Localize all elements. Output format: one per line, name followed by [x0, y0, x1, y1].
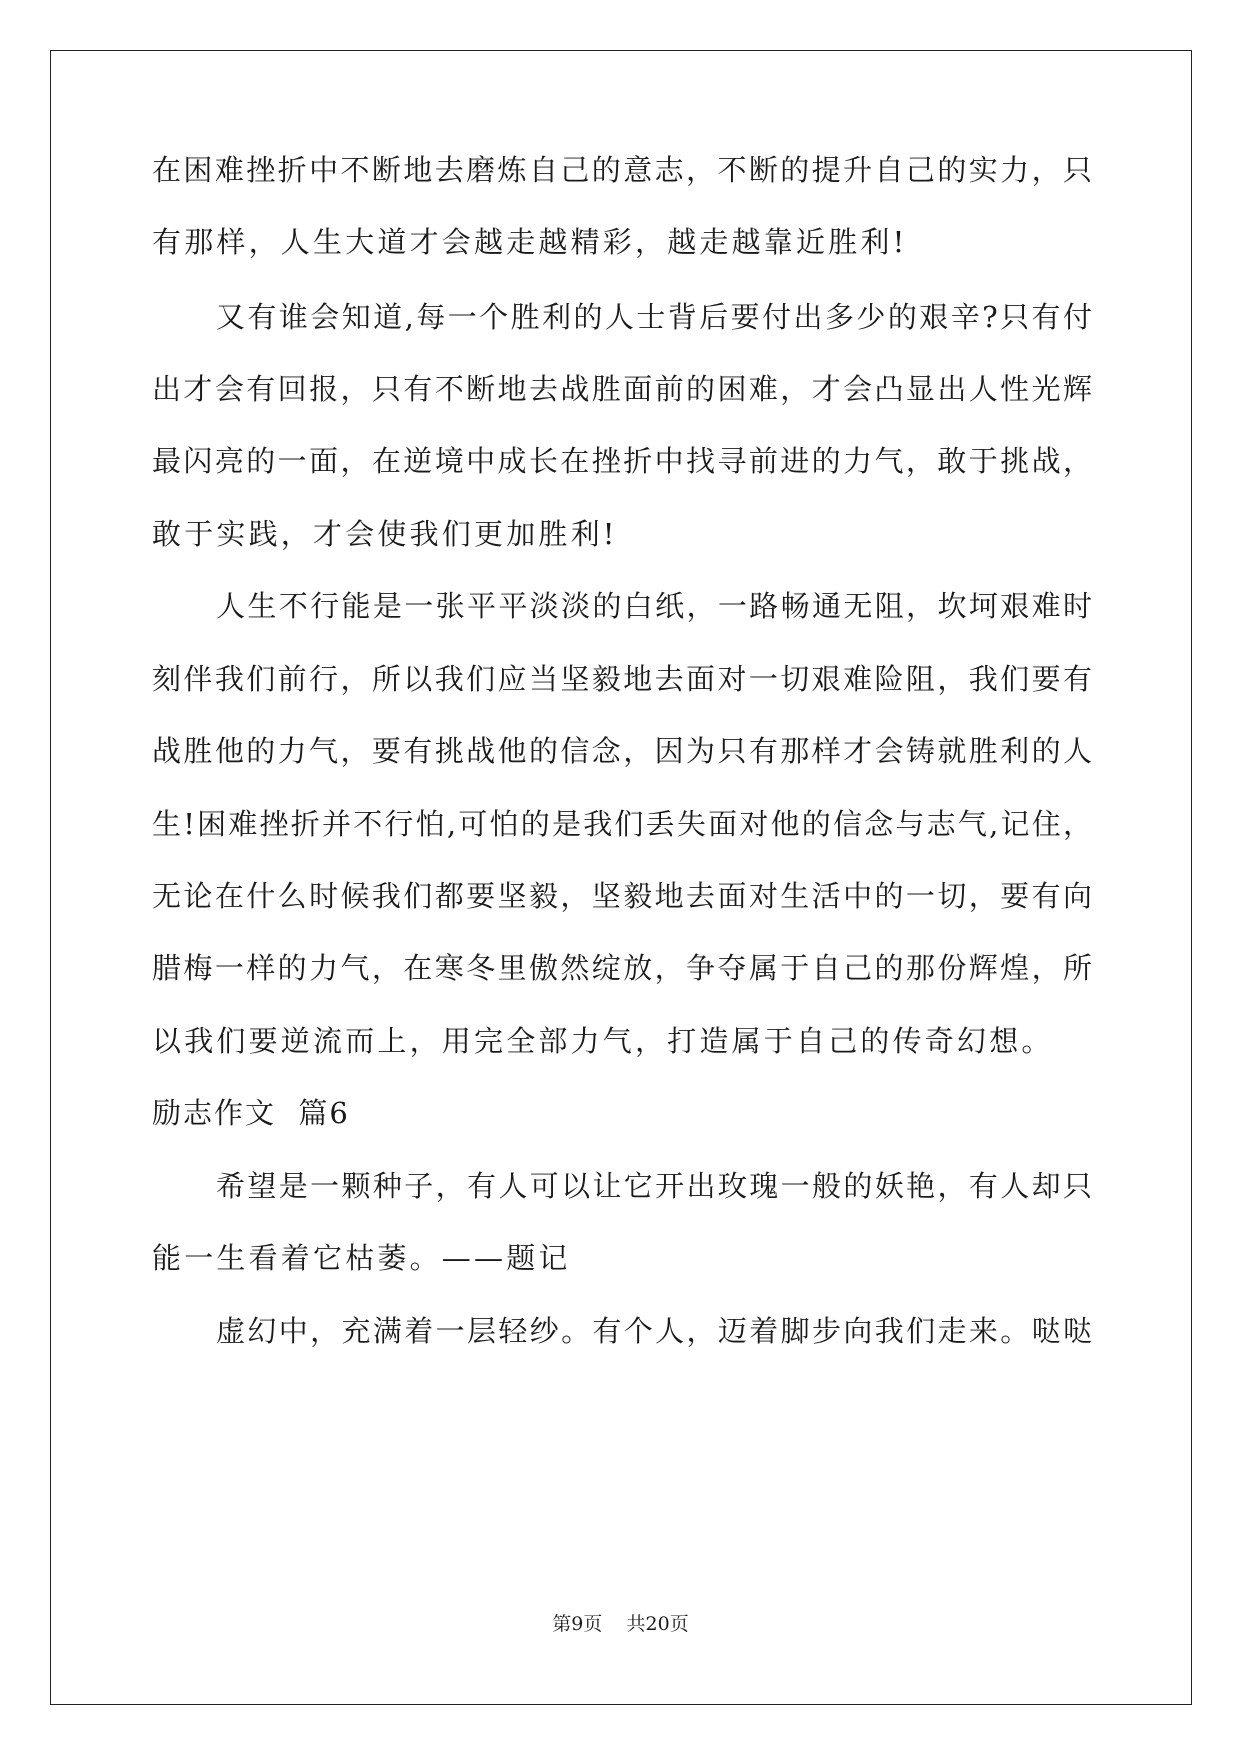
text-line: 人生不行能是一张平平淡淡的白纸，一路畅通无阻，坎坷艰难时 [216, 589, 1092, 623]
text-line: 在困难挫折中不断地去磨炼自己的意志，不断的提升自己的实力，只 [152, 153, 1092, 187]
text-line: 虚幻中，充满着一层轻纱。有个人，迈着脚步向我们走来。哒哒 [216, 1314, 1092, 1348]
text-line: 能一生看着它枯萎。——题记 [152, 1241, 571, 1275]
text-line: 希望是一颗种子，有人可以让它开出玫瑰一般的妖艳，有人却只 [216, 1169, 1092, 1203]
text-line: 又有谁会知道,每一个胜利的人士背后要付出多少的艰辛?只有付 [216, 300, 1092, 334]
page-number-footer: 第9页 共20页 [552, 1613, 689, 1635]
text-line: 最闪亮的一面，在逆境中成长在挫折中找寻前进的力气，敢于挑战， [152, 444, 1092, 478]
text-line: 生!困难挫折并不行怕,可怕的是我们丢失面对他的信念与志气,记住， [152, 807, 1092, 841]
text-line: 有那样，人生大道才会越走越精彩，越走越靠近胜利! [152, 225, 908, 259]
text-line: 战胜他的力气，要有挑战他的信念，因为只有那样才会铸就胜利的人 [152, 734, 1092, 768]
text-line: 出才会有回报，只有不断地去战胜面前的困难，才会凸显出人性光辉 [152, 372, 1092, 406]
text-line: 敢于实践，才会使我们更加胜利! [152, 517, 618, 551]
text-line: 刻伴我们前行，所以我们应当坚毅地去面对一切艰难险阻，我们要有 [152, 662, 1092, 696]
text-line: 无论在什么时候我们都要坚毅，坚毅地去面对生活中的一切，要有向 [152, 879, 1092, 913]
section-heading: 励志作文 篇6 [152, 1096, 350, 1130]
text-line: 以我们要逆流而上，用完全部力气，打造属于自己的传奇幻想。 [152, 1024, 1054, 1058]
text-line: 腊梅一样的力气，在寒冬里傲然绽放，争夺属于自己的那份辉煌，所 [152, 951, 1092, 985]
